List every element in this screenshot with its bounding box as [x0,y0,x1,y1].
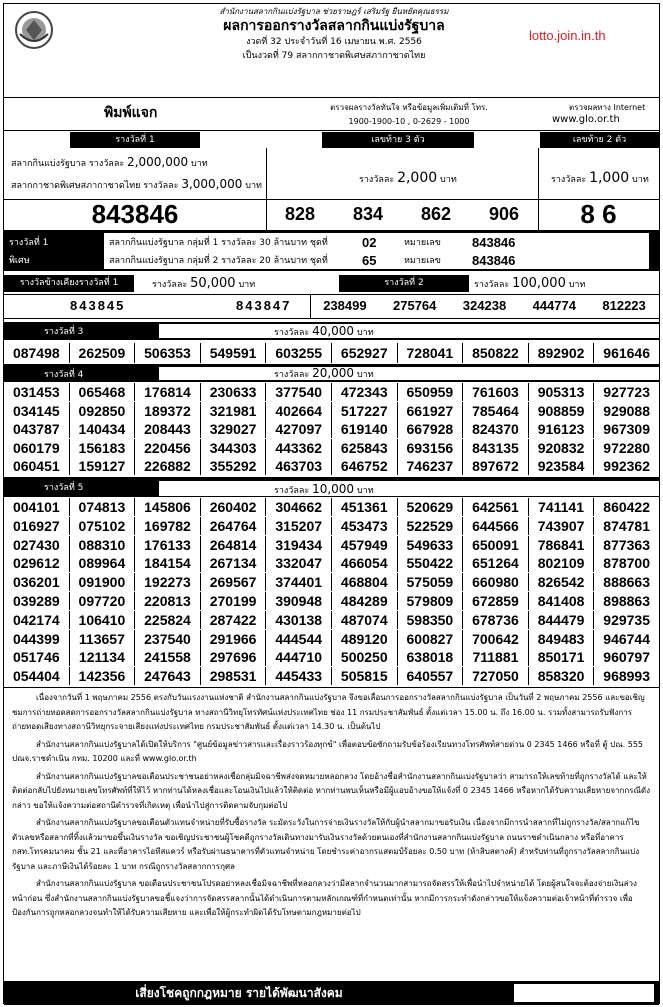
prize-number: 967309 [603,421,650,438]
prize-number: 826542 [529,573,595,591]
prize-number: 520629 [398,498,464,516]
prize-number: 858320 [529,667,595,685]
prize-number: 390948 [266,592,332,610]
prize-number: 075102 [70,517,136,535]
fourth-prize-row [4,439,659,457]
fifth-prize-row [4,517,659,535]
second-prize-number: 275764 [393,298,437,313]
prize-number: 226882 [135,457,201,475]
prize-number: 287422 [201,611,267,629]
prize-number: 693156 [398,439,464,457]
prize-number: 652927 [332,343,398,363]
prize-number: 489120 [332,630,398,648]
prize-number: 517227 [332,402,398,420]
prize-number: 727050 [463,667,529,685]
prize-number: 267134 [201,554,267,572]
prize-number: 087498 [4,343,70,363]
draw-sub-info: เป็นงวดที่ 79 สลากกาชาดพิเศษสภากาชาดไทย [242,51,426,61]
garuda-emblem [14,8,54,52]
prize-number: 625843 [332,439,398,457]
prize-number: 878700 [603,555,650,572]
prize-number: 678736 [463,611,529,629]
prize-number: 651264 [463,554,529,572]
prize-number: 089964 [70,554,136,572]
first-prize-number: 843846 [91,199,179,229]
second-prize-numbers [310,298,659,313]
prize-number: 106410 [70,611,136,629]
prize-number: 304662 [266,498,332,516]
prize-number: 619140 [332,420,398,438]
prize-number: 270199 [201,592,267,610]
prize-number: 946744 [603,630,650,647]
fifth-prize-row [4,630,659,648]
prize-number: 443362 [266,439,332,457]
last2-amount: รางวัลละ 1,000 บาท [551,170,649,186]
prize-number: 549591 [201,343,267,363]
second-prize-header: รางวัลที่ 2 [339,275,469,292]
prize-number: 472343 [332,383,398,401]
prize-number: 600827 [398,630,464,648]
prize-number: 029612 [4,554,70,572]
prize-number: 603255 [266,343,332,363]
prize-number: 060451 [4,457,70,475]
prize-number: 992362 [603,458,650,475]
prize-number: 743907 [529,517,595,535]
fourth-prize-band-inner [159,367,659,380]
prize-number: 121134 [70,648,136,666]
prize-number: 908859 [529,402,595,420]
prize-number: 463703 [266,457,332,475]
near-first-number: 843847 [236,298,292,313]
prize-number: 113657 [70,630,136,648]
prize-number: 927723 [603,384,650,400]
prize-number: 575059 [398,573,464,591]
fifth-prize-row [4,667,659,685]
prize-number: 741141 [529,498,595,516]
prize-number: 042174 [4,611,70,629]
prize-number: 888663 [603,574,650,591]
fifth-prize-row [4,648,659,666]
prize-number: 905313 [529,383,595,401]
last3-number: 834 [352,204,384,224]
fifth-prize-header: รางวัลที่ 5 [44,483,84,493]
prize-number: 374401 [266,573,332,591]
note-paragraph: สำนักงานสลากกินแบ่งรัฐบาลขอเตือนตัวแทนจำหน่ายที่รับซื้อรางวัล ระมัดระวังในการจ่ายเงินรางวัลให้กับผู้นำสลากมาขอรับเงิน เนื่องจากมีการนำสลากที่ไม่ถูกรางวัล/สลากแก้ไขตัวเลขหรือสลากที่ทิ้งแล้วมาขอขึ้นเงินรางวัล ขอเชิญประชาชนผู้โชคดีถูกรางวัลเดินทางมารับเงินรางวัลด้วยตนเองที่สำนักงานสลากกินแบ่งรัฐบาล ถนนราชดำเนินกลาง หรือที่อาคาร กสท.โทรคมนาคม ชั้น 21 และที่อาคารไอทีสแควร์ หรือรับผ่านธนาคารที่ตัวแทนจำหน่าย โดยชำระค่าอากรแสตมป์ร้อยละ 0.50 บาท (ห้าสิบสตางค์) สำหรับท่านที่ถูกรางวัลสลากกินแบ่งรัฐบาล และภาษีเงินได้ร้อยละ 1 บาท กรณีถูกรางวัลสลากการกุศล [12,818,640,871]
prize-number: 640557 [398,667,464,685]
prize-number: 746237 [398,457,464,475]
prize-number: 850171 [529,648,595,666]
prize-number: 667928 [398,420,464,438]
prize-number: 445433 [266,667,332,685]
prize-number: 260402 [201,498,267,516]
prize-number: 728041 [398,343,464,363]
prize-number: 220813 [135,592,201,610]
prize-number: 237540 [135,630,201,648]
fifth-prize-row [4,573,659,591]
last3-number: 862 [420,204,452,224]
prize-number: 427097 [266,420,332,438]
prize-number: 332047 [266,554,332,572]
prize-number: 968993 [603,668,650,685]
special-number-label: หมายเลข หมายเลข [404,238,441,266]
prize-number: 169782 [135,517,201,535]
prize-number: 192273 [135,573,201,591]
prize-number: 264814 [201,536,267,554]
prize-number: 487074 [332,611,398,629]
prize-number: 269567 [201,573,267,591]
prize-number: 457949 [332,536,398,554]
third-prize-band-inner [159,324,659,338]
special-numbers: 843846 843846 [472,235,516,268]
prize-number: 043787 [4,420,70,438]
prize-number: 468804 [332,573,398,591]
fourth-prize-row [4,457,659,475]
prize-number: 027430 [4,536,70,554]
second-prize-number: 444774 [532,298,576,313]
prize-number: 916123 [529,420,595,438]
prize-number: 004101 [4,498,70,516]
last3-number: 828 [284,204,316,224]
fifth-prize-row [4,611,659,629]
prize-number: 898863 [603,593,650,609]
prize-number: 208443 [135,420,201,438]
fifth-prize-row [4,498,659,516]
note-paragraph: สำนักงานสลากกินแบ่งรัฐบาลได้เปิดให้บริการ "ศูนย์ข้อมูลข่าวสารและเรื่องราวร้องทุกข์" เพื่อตอบข้อซักถามรับข้อร้องเรียนทางโทรศัพท์สายด่วน 0 2345 1466 หรือที่ ตู้ ปณ. 555 ปณจ.ราชดำเนิน กทม. 10200 และที่ www.glo.or.th [12,739,643,763]
prize-number: 579809 [398,592,464,610]
prize-number: 841408 [529,592,595,610]
prize-number: 402664 [266,402,332,420]
prize-number: 054404 [4,667,70,685]
prize-number: 843135 [463,439,529,457]
first-prize-header: รางวัลที่ 1 [70,132,200,148]
prize-number: 961646 [603,345,650,361]
special-desc-detail: สลากกินแบ่งรัฐบาล กลุ่มที่ 1 รางวัลละ 30 ล้านบาท ชุดที่ สลากกินแบ่งรัฐบาล กลุ่มที่ 2 รางวัลละ 20 ล้านบาท ชุดที่ [109,238,328,266]
prize-number: 140434 [70,420,136,438]
near-first-amount: รางวัลละ 50,000 บาท [152,276,256,291]
prize-number: 291966 [201,630,267,648]
second-prize-number: 812223 [602,298,646,313]
prize-number: 661927 [398,402,464,420]
prize-number: 644566 [463,517,529,535]
fourth-prize-row [4,402,659,420]
last3-amount: รางวัลละ 2,000 บาท [359,170,457,186]
verify-phones: 1900-1900-10 , 0-2629 - 1000 [348,117,470,126]
last3-numbers [266,200,538,229]
prize-number: 506353 [135,343,201,363]
prize-number: 874781 [603,517,650,534]
prize-number: 923584 [529,457,595,475]
prize-number: 247643 [135,667,201,685]
prize-number: 156183 [70,439,136,457]
prize-number: 044399 [4,630,70,648]
draw-info: งวดที่ 32 ประจำวันที่ 16 เมษายน พ.ศ. 2556 [246,37,422,47]
prize-number: 298531 [201,667,267,685]
prize-number: 189372 [135,402,201,420]
site-url[interactable]: lotto.join.in.th [529,28,606,43]
prize-number: 650091 [463,536,529,554]
prize-number: 444710 [266,648,332,666]
prize-number: 145806 [135,498,201,516]
prize-number: 761603 [463,383,529,401]
prize-number: 549633 [398,536,464,554]
prize-number: 484289 [332,592,398,610]
last3-header: เลขท้าย 3 ตัว [322,132,474,148]
prize-number: 034145 [4,402,70,420]
lottery-result-sheet [3,3,660,1004]
prize-number: 466054 [332,554,398,572]
prize-number: 092850 [70,402,136,420]
near-first-header: รางวัลข้างเคียงรางวัลที่ 1 [4,275,134,292]
third-prize-row [4,343,659,363]
prize-number: 377540 [266,383,332,401]
prize-number: 344303 [201,439,267,457]
prize-number: 802109 [529,554,595,572]
prize-number: 877363 [603,536,650,553]
internet-check-label: ตรวจผลทาง Internet [569,103,646,112]
last3-number: 906 [488,204,520,224]
prize-number: 088310 [70,536,136,554]
fifth-prize-row [4,536,659,554]
prize-number: 051746 [4,648,70,666]
prize-number: 220456 [135,439,201,457]
prize-number: 060179 [4,439,70,457]
prize-number: 184154 [135,554,201,572]
fifth-prize-row [4,554,659,572]
prize-number: 355292 [201,457,267,475]
header-slogans: สำนักงานสลากกินแบ่งรัฐบาล ช่วยราษฎร์ เสริมรัฐ ยืนหยัดคุณธรรม [219,7,449,16]
prize-number: 598350 [398,611,464,629]
prize-number: 920832 [529,439,595,457]
second-prize-number: 238499 [323,298,367,313]
prize-number: 315207 [266,517,332,535]
prize-number: 960797 [603,649,650,666]
footer-slogan: เสี่ยงโชคถูกกฎหมาย รายได้พัฒนาสังคม [135,986,343,1000]
prize-number: 786841 [529,536,595,554]
footer-white-box [514,984,654,1002]
prize-number: 660980 [463,573,529,591]
fourth-prize-amount: รางวัลละ 20,000 บาท [274,366,374,380]
fifth-prize-row [4,592,659,610]
prize-number: 159127 [70,457,136,475]
prize-number: 074813 [70,498,136,516]
prize-number: 897672 [463,457,529,475]
prize-number: 176133 [135,536,201,554]
prize-number: 505815 [332,667,398,685]
prize-number: 972280 [603,439,650,456]
glo-url[interactable]: www.glo.or.th [552,114,620,125]
prize-number: 225824 [135,611,201,629]
fifth-prize-amount: รางวัลละ 10,000 บาท [274,482,374,496]
prize-number: 824370 [463,420,529,438]
prize-number: 892902 [529,343,595,363]
prize-number: 929088 [603,402,650,419]
note-paragraph: สำนักงานสลากกินแบ่งรัฐบาลขอเตือนประชาชนอย่าหลงเชื่อกลุ่มมิจฉาชีพส่งจดหมายหลอกลวง โดยอ้างชื่อสำนักงานสลากกินแบ่งรัฐบาลว่า สามารถให้เลขท้ายที่ถูกรางวัลได้ และให้ติดต่อกลับไปยังหมายเลขโทรศัพท์ที่ให้ไว้ หากท่านได้หลงเชื่อและโอนเงินไปแล้วให้ติดต่อ หากท่านพบเห็นหรือมีผู้แอบอ้างขอให้แจ้งที่ 0 2345 1466 หรือหากได้รับความเสียหายจากกรณีดังกล่าว ขอให้แจ้งความต่อสถานีตำรวจที่เกิดเหตุ เพื่อนำไปสู่การติดตามจับกุมต่อไป [12,771,650,810]
verify-label: ตรวจผลรางวัลทันใจ หรือข้อมูลเพิ่มเติมที่ โทร. [330,103,488,112]
free-copy-label: พิมพ์แจก [104,105,158,121]
prize-number: 321981 [201,402,267,420]
prize-number: 142356 [70,667,136,685]
prize-number: 860422 [603,499,650,515]
prize-number: 522529 [398,517,464,535]
prize-number: 036201 [4,573,70,591]
last2-header: เลขท้าย 2 ตัว [540,132,659,148]
note-paragraph: เนื่องจากวันที่ 1 พฤษภาคม 2556 ตรงกับวันแรงงานแห่งชาติ สำนักงานสลากกินแบ่งรัฐบาล จึงขอเลื่อนการออกรางวัลสลากกินแบ่งรัฐบาล เป็นวันที่ 2 พฤษภาคม 2556 และขอเชิญชมการถ่ายทอดสดการออกรางวัลสลากกินแบ่งรัฐบาล ทางสถานีวิทยุโทรทัศน์แห่งประเทศไทย ช่อง 11 กรมประชาสัมพันธ์ ตั้งแต่เวลา 15.00 น. ถึง 16.00 น. รวมทั้งสามารถรับฟังการถ่ายทอดเสียงทางสถานีวิทยุกระจายเสียงแห่งประเทศไทย กรมประชาสัมพันธ์ ตั้งแต่เวลา 14.30 น. เป็นต้นไป [12,693,645,731]
prize-number: 329027 [201,420,267,438]
prize-number: 451361 [332,498,398,516]
prize-number: 241558 [135,648,201,666]
third-prize-amount: รางวัลละ 40,000 บาท [274,324,374,338]
prize-number: 650959 [398,383,464,401]
prize-number: 430138 [266,611,332,629]
fourth-prize-row [4,420,659,438]
second-prize-amount: รางวัลละ 100,000 บาท [474,276,586,291]
prize-number: 016927 [4,517,70,535]
prize-number: 230633 [201,383,267,401]
prize-number: 929735 [603,611,650,628]
prize-number: 711881 [463,648,529,666]
prize-number: 642561 [463,498,529,516]
prize-number: 039289 [4,592,70,610]
prize-number: 091900 [70,573,136,591]
gov-lottery-amount: สลากกินแบ่งรัฐบาล รางวัลละ 2,000,000 บาท [11,155,208,169]
prize-number: 646752 [332,457,398,475]
prize-number: 262509 [70,343,136,363]
charity-lottery-amount: สลากกาชาดพิเศษสภากาชาดไทย รางวัลละ 3,000,000 บาท [11,177,262,191]
prize-number: 176814 [135,383,201,401]
page-title: ผลการออกรางวัลสลากกินแบ่งรัฐบาล [223,18,445,34]
special-set: 02 65 [362,235,377,268]
note-paragraph: สำนักงานสลากกินแบ่งรัฐบาล ขอเตือนประชาชนโปรดอย่าหลงเชื่อมิจฉาชีพที่หลอกลวงว่ามีสลากจำนวนมากสามารถจัดสรรให้เพื่อนำไปจำหน่ายได้ โดยผู้สนใจจะต้องจ่ายเงินล่วงหน้าก่อน ซึ่งสำนักงานสลากกินแบ่งรัฐบาลขอชี้แจงว่าการจัดสรรสลากนั้นได้ดำเนินการตามหลักเกณฑ์ที่กำหนดเท่านั้น หากมีการกระทำดังกล่าวขอให้แจ้งความต่อเจ้าหน้าที่ตำรวจ เพื่อป้องกันการถูกหลอกลวงจนทำให้ได้รับความเสียหาย และเพื่อให้ผู้กระทำผิดได้รับโทษตามกฎหมายต่อไป [12,879,637,917]
last2-number: 8 6 [580,199,617,229]
near-first-number: 843845 [70,298,126,313]
second-prize-number: 324238 [462,298,507,313]
prize-number: 844479 [529,611,595,629]
prize-number: 785464 [463,402,529,420]
notes [12,691,652,924]
prize-number: 849483 [529,630,595,648]
prize-number: 297696 [201,648,267,666]
prize-number: 065468 [70,383,136,401]
prize-number: 500250 [332,648,398,666]
prize-number: 097720 [70,592,136,610]
prize-number: 550422 [398,554,464,572]
fourth-prize-header: รางวัลที่ 4 [44,370,84,380]
special-labels: รางวัลที่ 1 พิเศษ [9,238,49,266]
prize-number: 031453 [4,383,70,401]
prize-number: 444544 [266,630,332,648]
prize-number: 672859 [463,592,529,610]
prize-number: 850822 [463,343,529,363]
prize-number: 700642 [463,630,529,648]
prize-number: 264764 [201,517,267,535]
fourth-prize-row [4,383,659,401]
fifth-prize-band-inner [159,481,659,496]
prize-number: 319434 [266,536,332,554]
prize-number: 638018 [398,648,464,666]
prize-number: 453473 [332,517,398,535]
third-prize-header: รางวัลที่ 3 [44,327,84,337]
